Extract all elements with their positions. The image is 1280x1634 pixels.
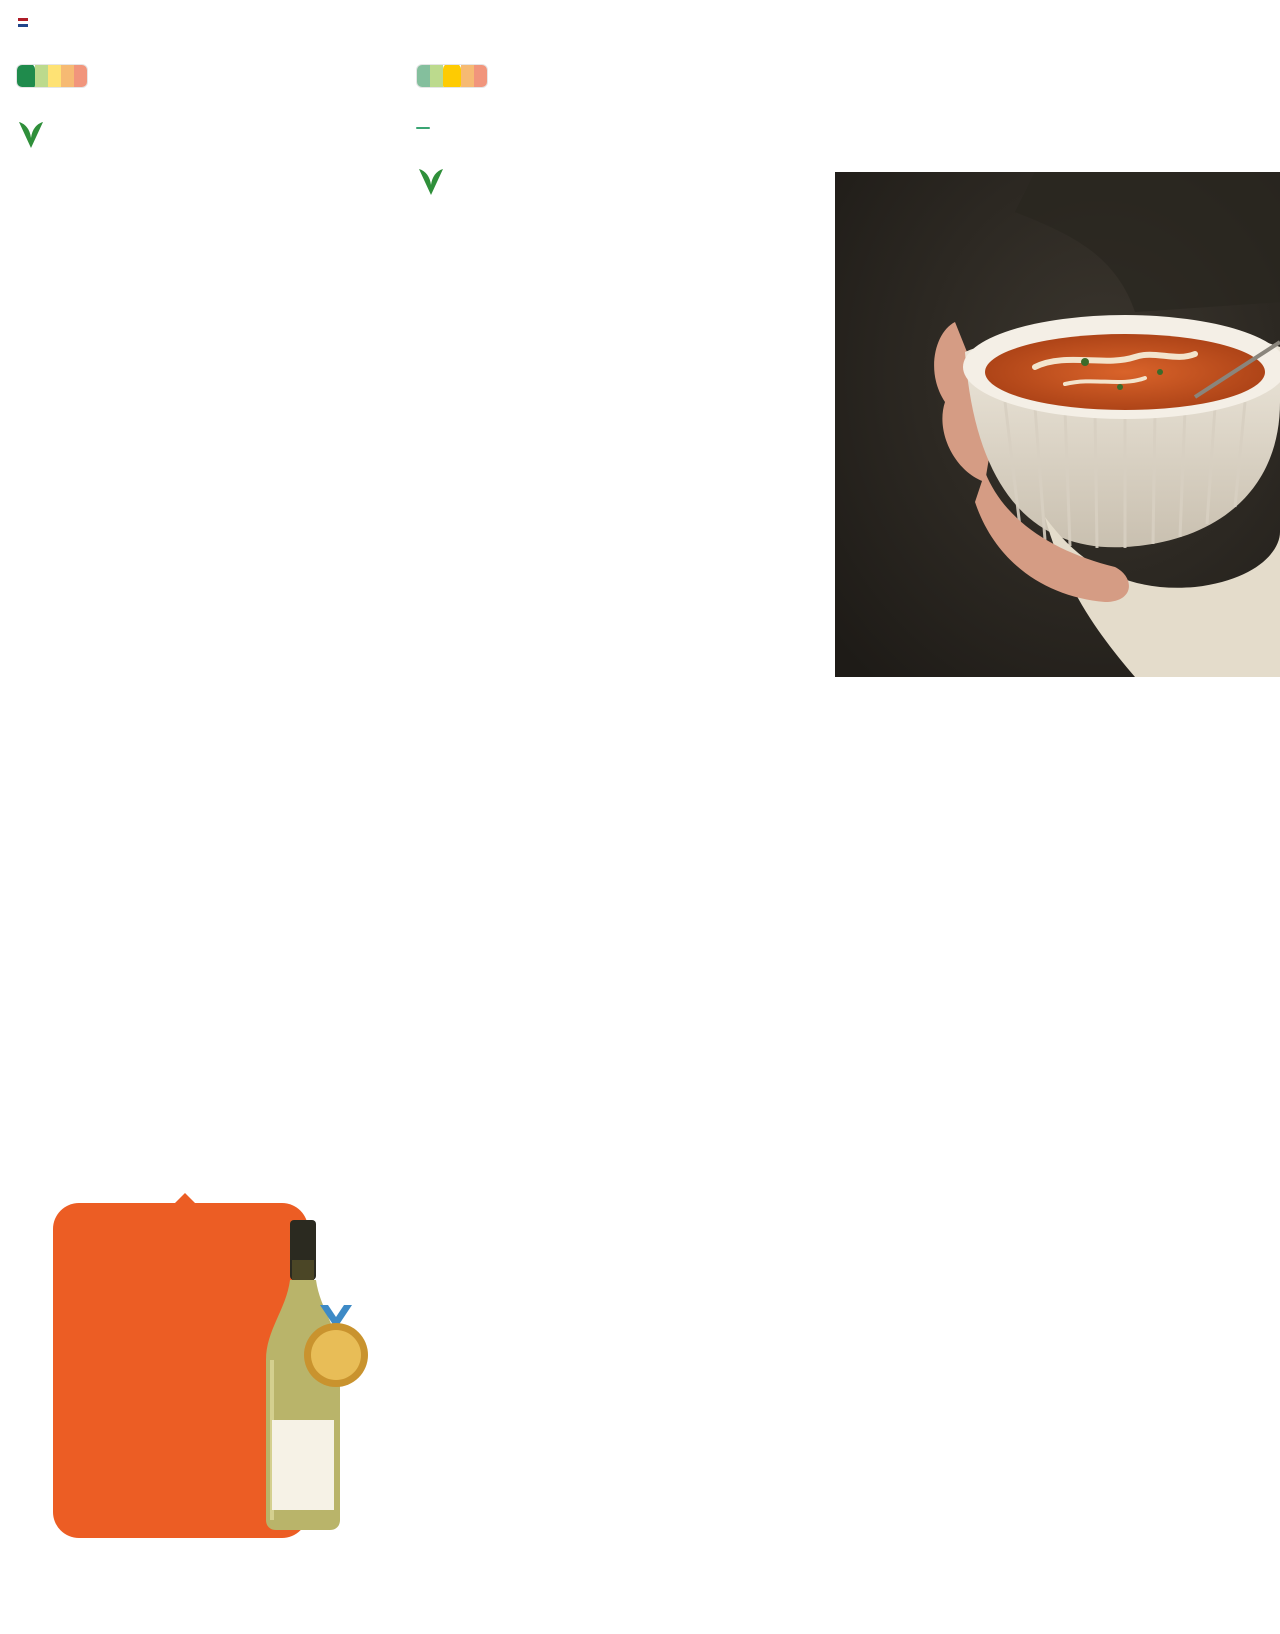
recipe-2 [416, 48, 786, 199]
nutriscore-letter [417, 65, 430, 88]
vega-leaf-icon [416, 165, 446, 199]
nutriscore-letter [474, 65, 487, 88]
soup-bowl-photo [835, 172, 1280, 677]
nutriscore-letter [461, 65, 474, 88]
nutriscore-letter [443, 64, 461, 88]
resttip-tag [416, 127, 430, 129]
nutriscore-letter [430, 65, 443, 88]
flag-icon [18, 18, 28, 26]
vega-leaf-icon [16, 118, 46, 152]
score-badges [416, 62, 786, 90]
co2-cloud-icon [498, 63, 542, 89]
nutriscore-badge [16, 64, 88, 88]
nutrition-info [416, 165, 786, 199]
co2-cloud-icon [98, 63, 142, 89]
nutriscore-letter [61, 65, 74, 88]
award-medal-icon [302, 1305, 370, 1391]
nutriscore-letter [48, 65, 61, 88]
nutriscore-letter [35, 65, 48, 88]
nutriscore-letter [74, 65, 87, 88]
nutriscore-badge [416, 64, 488, 88]
nutrition-info [16, 118, 406, 152]
recipe-1 [16, 48, 406, 152]
score-badges [16, 62, 406, 90]
nutriscore-letter [17, 64, 35, 88]
rest-tip [416, 114, 786, 137]
